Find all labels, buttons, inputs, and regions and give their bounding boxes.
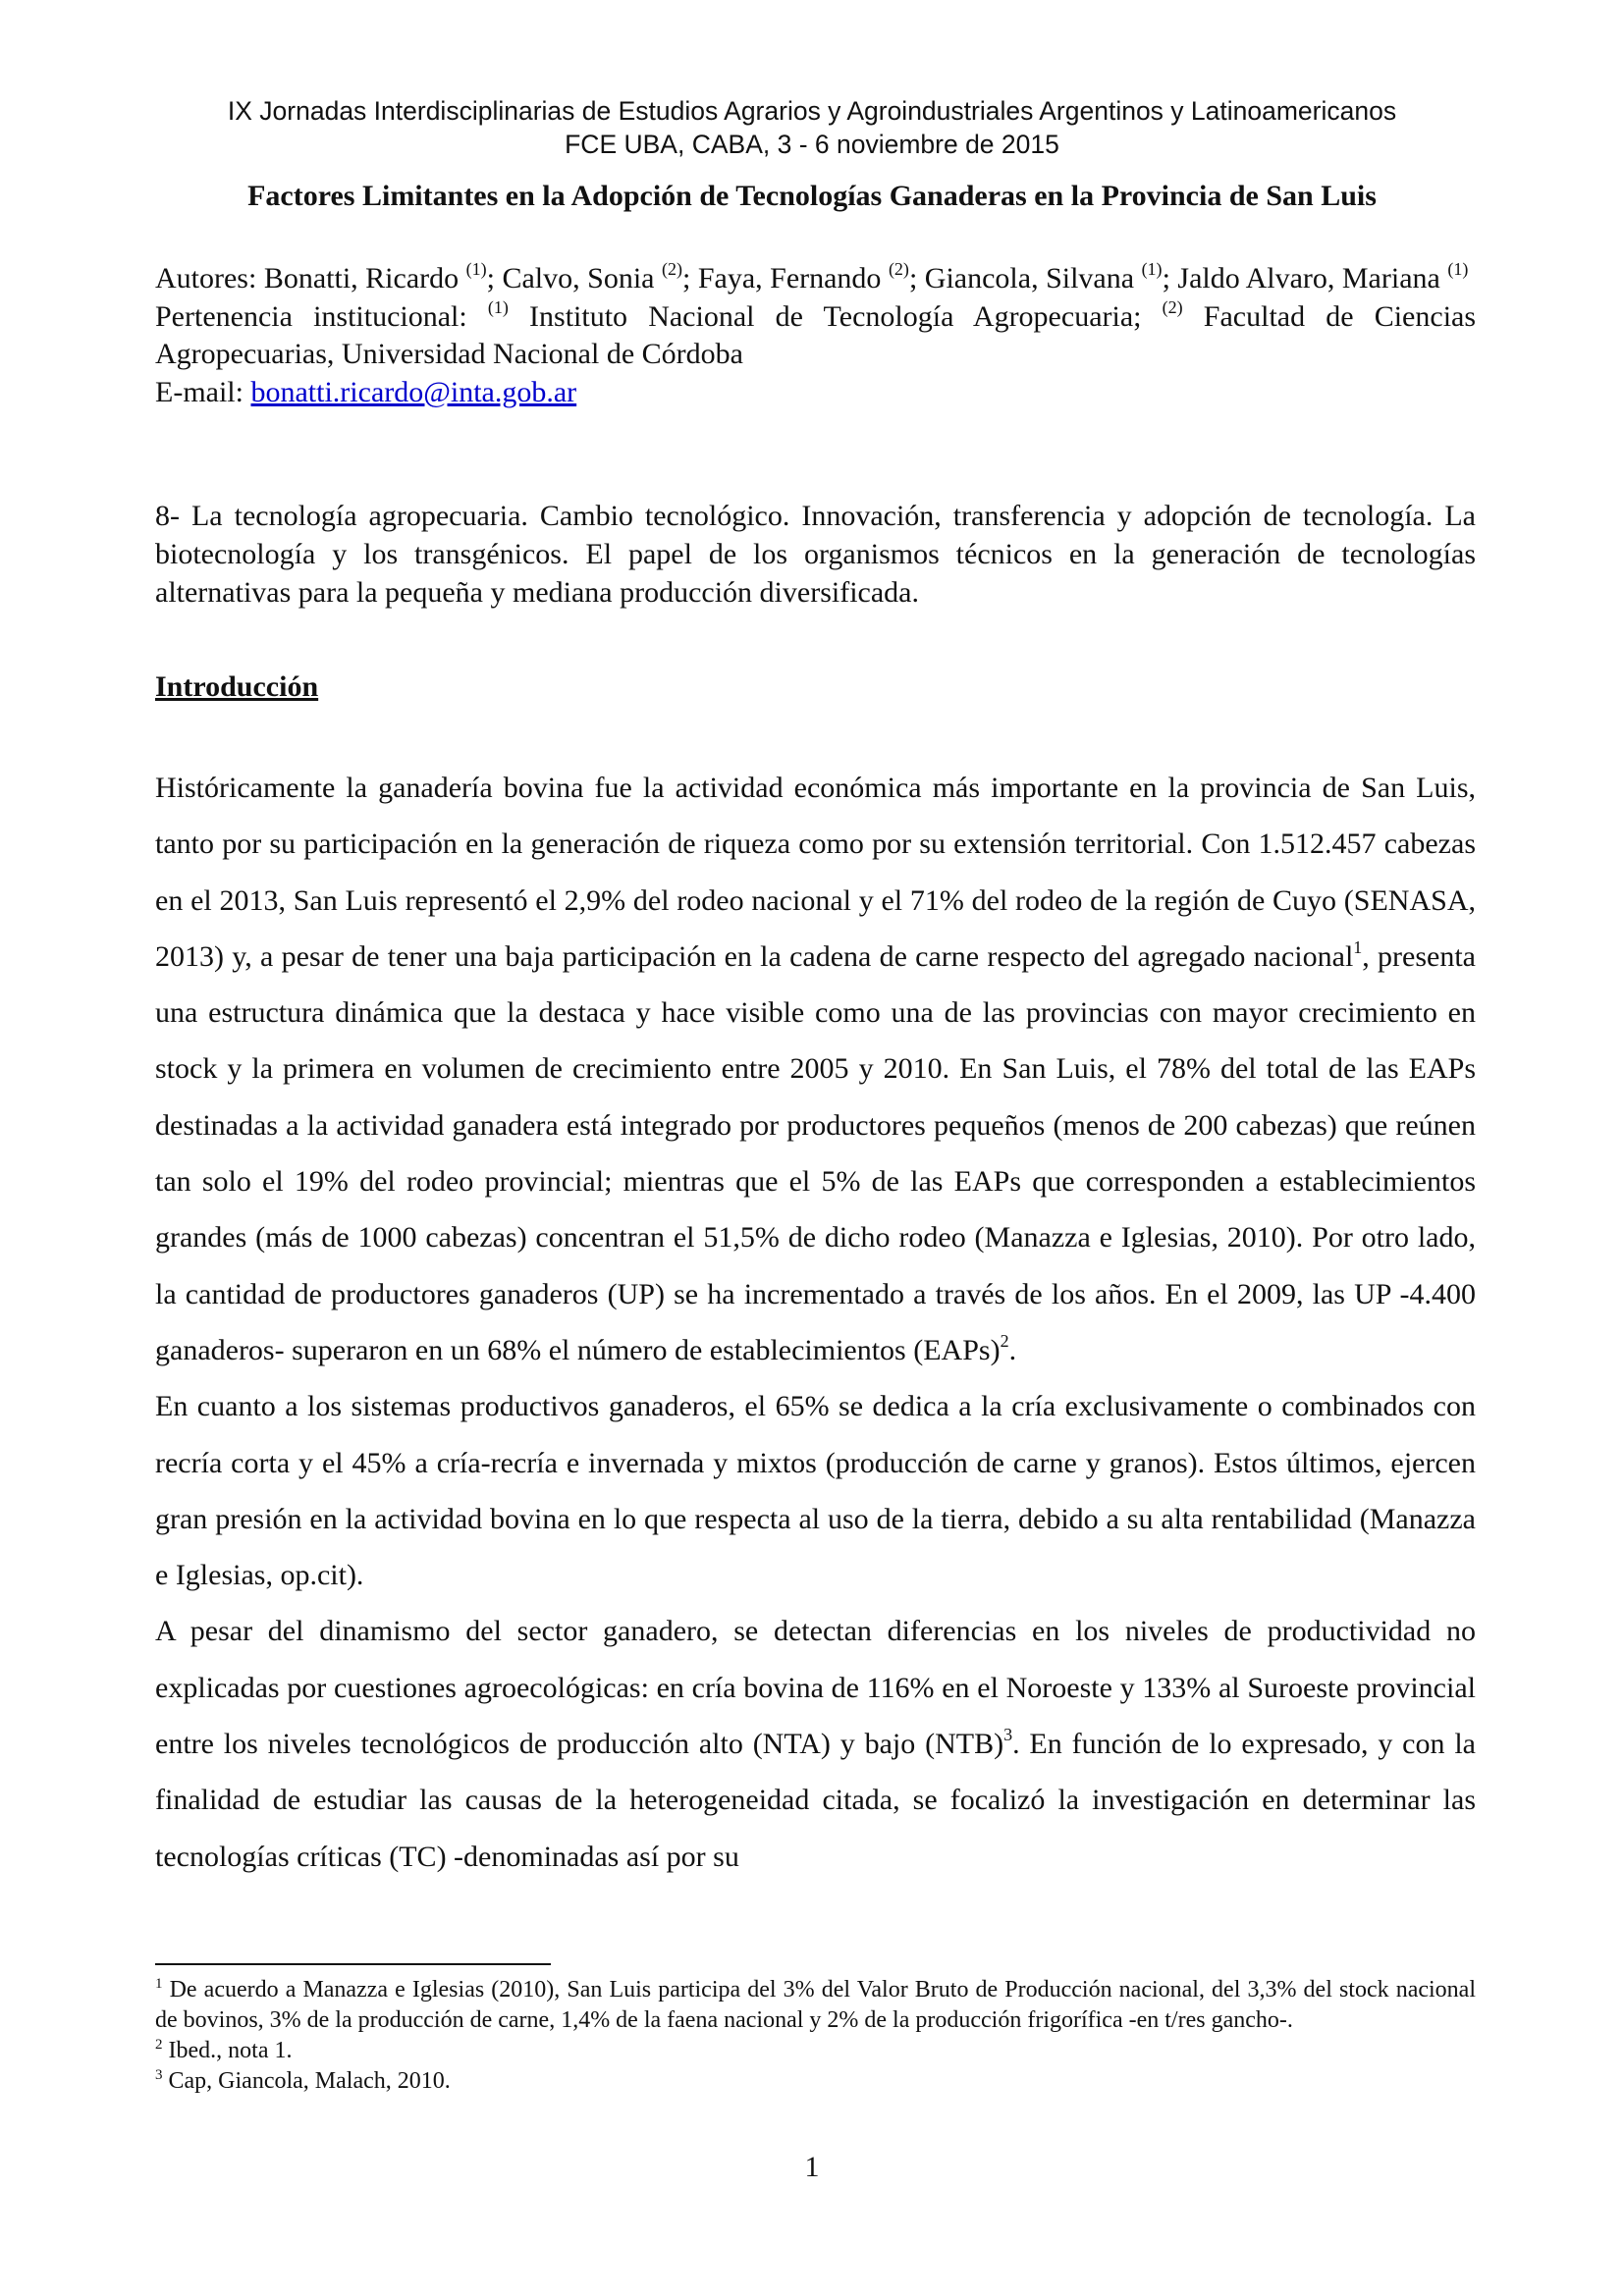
affiliation-line <box>155 298 1476 374</box>
page-number: 1 <box>804 2151 820 2183</box>
paragraph-1-text-b: , presenta una estructura dinámica que la destaca y hace visible como una de las provincias con mayor crecimiento en stock y la primera en volumen de crecimiento entre 2005 y 2010. En San Luis, el 78% del total de las EAPs destinadas a la actividad ganadera está integrado por productores pequeños (menos de 200 cabezas) que reúnen tan solo el 19% del rodeo provincial; mientras que el 5% de las EAPs que corresponden a establecimientos grandes (más de 1000 cabezas) concentran el 51,5% de dicho rodeo (Manazza e Iglesias, 2010). Por otro lado, la cantidad de productores ganaderos (UP) se ha incrementado a través de los años. En el 2009, las UP -4.400 ganaderos- superaron en un 68% el número de establecimientos (EAPs) <box>155 939 1476 1366</box>
affiliation-mark: (1) <box>1447 259 1469 279</box>
footnote-3 <box>155 2066 1476 2097</box>
footnote-2 <box>155 2036 1476 2066</box>
authors-prefix: Autores: <box>155 262 264 294</box>
email-prefix: E-mail: <box>155 375 251 408</box>
footnote-text: Ibed., nota 1. <box>162 2038 293 2063</box>
paragraph-2: En cuanto a los sistemas productivos ganaderos, el 65% se dedica a la cría exclusivamente o combinados con recría corta y el 45% a cría-recría e invernada y mixtos (producción de carne y granos). Estos últimos, ejercen gran presión en la actividad bovina en lo que respecta al uso de la tierra, debido a su alta rentabilidad (Manazza e Iglesias, op.cit). <box>155 1390 1476 1592</box>
paragraph-1 <box>155 760 1476 1378</box>
footnote-mark: 2 <box>155 2037 163 2053</box>
email-link[interactable]: bonatti.ricardo@inta.gob.ar <box>250 375 577 408</box>
footnote-separator <box>155 1963 551 1965</box>
paper-title: Factores Limitantes en la Adopción de Tecnologías Ganaderas en la Provincia de San Luis <box>247 180 1377 212</box>
conference-venue: FCE UBA, CABA, 3 - 6 noviembre de 2015 <box>565 130 1059 159</box>
conference-name: IX Jornadas Interdisciplinarias de Estudios Agrarios y Agroindustriales Argentinos y Latinoamericanos <box>227 96 1397 126</box>
body-text <box>155 760 1476 1885</box>
paragraph-3-text-a: A pesar del dinamismo del sector ganadero, se detectan diferencias en los niveles de productividad no explicadas por cuestiones agroecológicas: en cría bovina de 116% en el Noroeste y 133% al Suroeste provincial entre los niveles tecnológicos de producción alto (NTA) y bajo (NTB) <box>155 1615 1476 1761</box>
authors-line: Autores: Bonatti, Ricardo $^{(1)}$; Calvo, Sonia $^{(2)}$; Faya, Fernando $^{(2)}$; Giancola, Silvana $^{(1)}$; Jaldo Alvaro, Mariana $^{(1)}$ <box>155 259 1469 294</box>
affiliation-mark: (2) <box>1162 296 1183 317</box>
author-name: Faya, Fernando <box>697 262 882 294</box>
author-name: Jaldo Alvaro, Mariana <box>1177 262 1440 294</box>
footnote-text: Cap, Giancola, Malach, 2010. <box>162 2068 451 2094</box>
paragraph-3 <box>155 1603 1476 1884</box>
author-name: Giancola, Silvana <box>924 262 1135 294</box>
footnotes <box>155 1975 1476 2097</box>
affiliation-mark: (2) <box>661 259 682 279</box>
affiliation-unc: Facultad de Ciencias Agropecuarias, Universidad Nacional de Córdoba <box>155 299 1477 370</box>
footnote-mark: 3 <box>155 2067 163 2083</box>
footnote-text: De acuerdo a Manazza e Iglesias (2010), San Luis participa del 3% del Valor Bruto de Producción nacional, del 3,3% del stock nacional de bovinos, 3% de la producción de carne, 1,4% de la faena nacional y 2% de la producción frigorífica -en t/res gancho-. <box>155 1977 1476 2033</box>
thematic-axis <box>155 497 1476 612</box>
footnote-ref-1[interactable]: 1 <box>1353 936 1363 957</box>
footnote-1 <box>155 1975 1476 2036</box>
authors-block <box>155 260 1476 411</box>
affiliation-mark: (1) <box>1141 259 1163 279</box>
author-name: Calvo, Sonia <box>502 262 655 294</box>
affiliation-prefix: Pertenencia institucional: <box>155 299 488 333</box>
author-name: Bonatti, Ricardo <box>263 262 460 294</box>
footnote-mark: 1 <box>155 1976 163 1992</box>
paragraph-1-text-c: . <box>1008 1333 1017 1366</box>
affiliation-mark: (2) <box>888 259 909 279</box>
thematic-axis-text: 8- La tecnología agropecuaria. Cambio tecnológico. Innovación, transferencia y adopción de tecnología. La biotecnología y los transgénicos. El papel de los organismos técnicos en la generación de tecnologías alternativas para la pequeña y mediana producción diversificada. <box>155 500 1476 609</box>
paragraph-3-text-b: . En función de lo expresado, y con la finalidad de estudiar las causas de la heterogeneidad citada, se focalizó la investigación en determinar las tecnologías críticas (TC) -denominadas así por su <box>155 1728 1476 1873</box>
affiliation-mark: (1) <box>487 296 509 317</box>
affiliation-mark: (1) <box>465 259 487 279</box>
footnote-ref-3[interactable]: 3 <box>1003 1725 1013 1745</box>
affiliation-inta: Instituto Nacional de Tecnología Agropecuaria; <box>508 299 1163 333</box>
section-heading: Introducción <box>155 670 319 703</box>
paragraph-1-text-a: Históricamente la ganadería bovina fue la actividad económica más importante en la provincia de San Luis, tanto por su participación en la generación de riqueza como por su extensión territorial. Con 1.512.457 cabezas en el 2013, San Luis representó el 2,9% del rodeo nacional y el 71% del rodeo de la región de Cuyo (SENASA, 2013) y, a pesar de tener una baja participación en la cadena de carne respecto del agregado nacional <box>155 772 1476 973</box>
email-line <box>155 374 1476 412</box>
footnote-ref-2[interactable]: 2 <box>1000 1330 1009 1351</box>
